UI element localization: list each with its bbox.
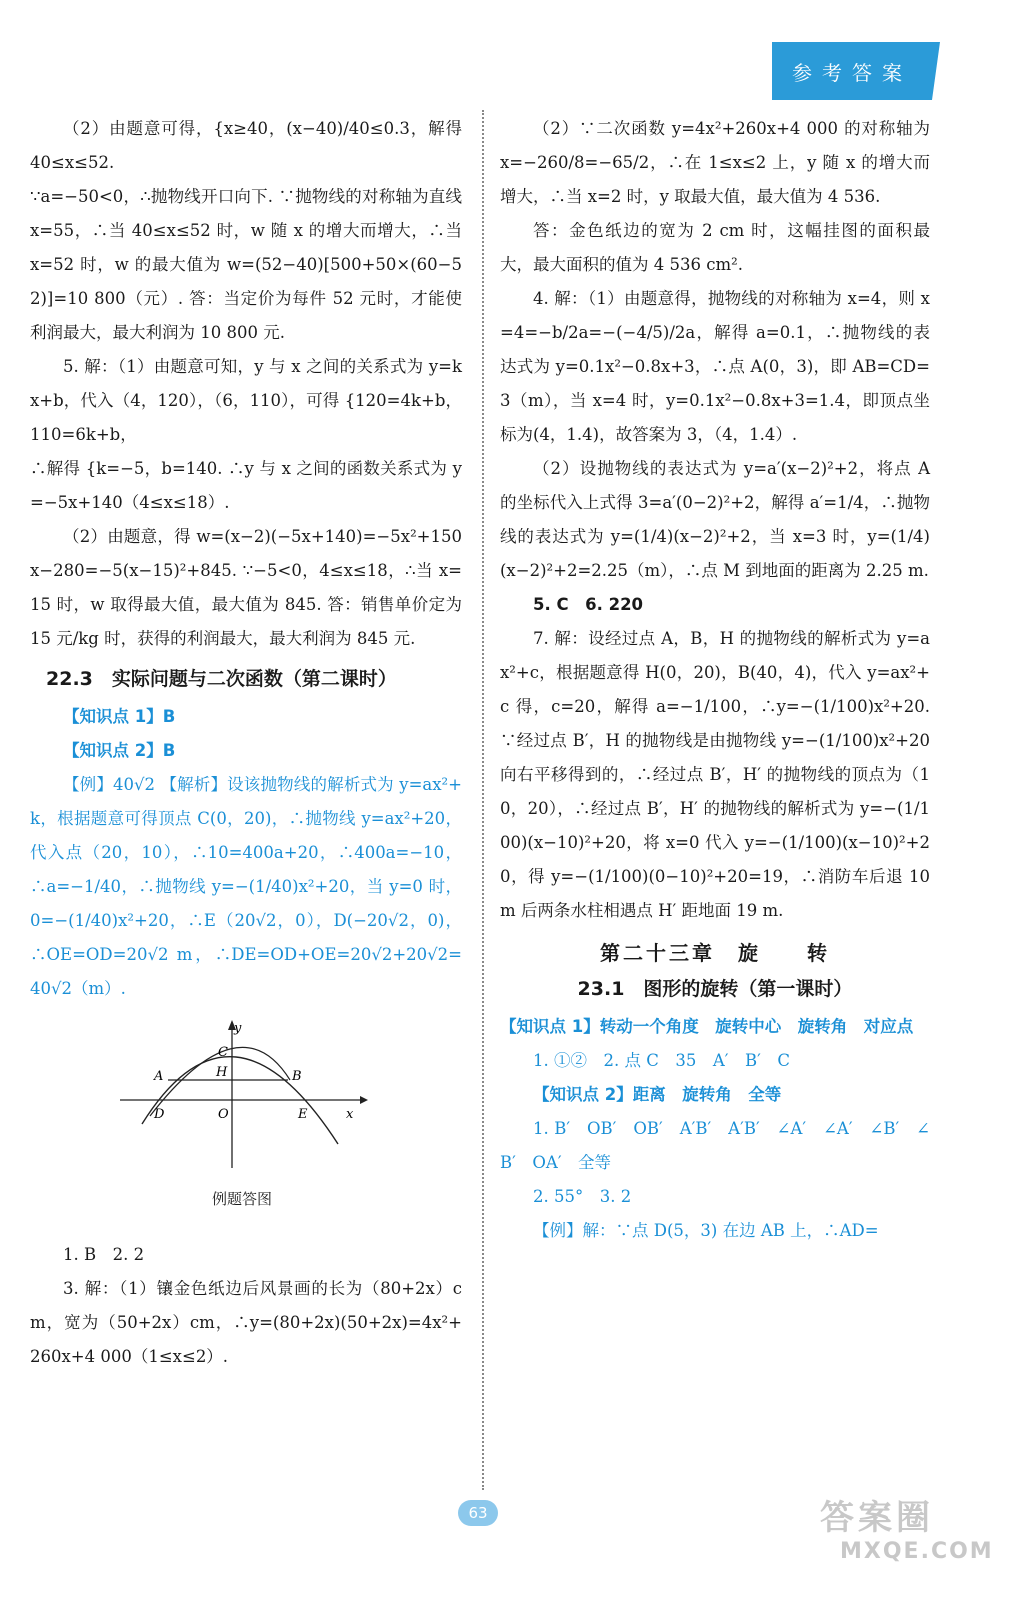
label-x: x [346, 1107, 354, 1122]
left-paragraph-2: ∵a=−50<0，∴抛物线开口向下. ∵抛物线的对称轴为直线 x=55，∴当 40≤x≤52 时，w 随 x 的增大而增大，∴当 x=52 时，w 的最大值为 w=(52−40)[500+50×(60−52)]=10 800（元）. 答：当定价为每件 52 元时，才能使利润最大，最大利润为 10 800 元. [30, 187, 462, 342]
right-paragraph-4: （2）设抛物线的表达式为 y=a′(x−2)²+2，将点 A 的坐标代入上式得 3=a′(0−2)²+2，解得 a′=1/4，∴抛物线的表达式为 y=(1/4)(x−2)²+2，当 x=3 时，y=(1/4)(x−2)²+2=2.25（m），∴点 M 到地面的距离为 2.25 m. [500, 459, 930, 580]
label-e: E [298, 1107, 308, 1122]
watermark-bottom: MXQE.COM [840, 1539, 994, 1564]
questions-1-2: 1. B 2. 2 [63, 1245, 145, 1264]
label-o: O [218, 1107, 229, 1122]
knowledge-point-1: 【知识点 1】B [63, 707, 176, 726]
section-title-22-3: 22.3 实际问题与二次函数（第二课时） [46, 668, 397, 690]
right-knowledge-point-1: 【知识点 1】转动一个角度 旋转中心 旋转角 对应点 [500, 1017, 914, 1036]
label-y: y [234, 1021, 242, 1036]
right-paragraph-7: 7. 解：设经过点 A，B，H 的抛物线的解析式为 y=ax²+c，根据题意得 H(0，20)，B(40，4)，代入 y=ax²+c 得，c=20，解得 a=−1/100，∴y=−(1/100)x²+20. ∵经过点 B′，H 的抛物线是由抛物线 y=−(1/100)x²+20 向右平移得到的，∴经过点 B′，H′ 的抛物线的顶点为（10，20），∴经过点 B′，H′ 的抛物线的解析式为 y=−(1/100)(x−10)²+20，将 x=0 代入 y=−(1/100)(x−10)²+20，得 y=−(1/100)(0−10)²+20=19，∴消防车后退 10 m 后两条水柱相遇点 H′ 距地面 19 m. [500, 629, 930, 920]
left-paragraph-3: 5. 解：（1）由题意可知，y 与 x 之间的关系式为 y=kx+b，代入（4，120），（6，110），可得 {120=4k+b，110=6k+b， [30, 357, 462, 444]
label-d: D [154, 1107, 165, 1122]
right-paragraph-3: 4. 解：（1）由题意得，抛物线的对称轴为 x=4，则 x=4=−b/2a=−(−4/5)/2a，解得 a=0.1，∴抛物线的表达式为 y=0.1x²−0.8x+3，∴点 A(0，3)，即 AB=CD=3（m），当 x=4 时，y=0.1x²−0.8x+3=1.4，即顶点坐标为(4，1.4)，故答案为 3，（4，1.4）. [500, 289, 930, 444]
question-3: 3. 解：（1）镶金色纸边后风景画的长为（80+2x）cm，宽为（50+2x）cm，∴y=(80+2x)(50+2x)=4x²+260x+4 000（1≤x≤2）. [30, 1279, 462, 1366]
right-question-list: 1. B′ OB′ OB′ A′B′ A′B′ ∠A′ ∠A′ ∠B′ ∠B′ OA′ 全等 [500, 1119, 930, 1172]
watermark-top: 答案圈 [820, 1498, 934, 1538]
label-b: B [292, 1069, 302, 1084]
section-title-23-1: 23.1 图形的旋转（第一课时） [577, 978, 853, 1000]
watermark [820, 1490, 994, 1564]
figure-caption: 例题答图 [212, 1190, 273, 1208]
knowledge-point-2: 【知识点 2】B [63, 741, 176, 760]
page-number: 63 [458, 1500, 498, 1526]
label-c: C [218, 1045, 228, 1060]
label-h: H [216, 1065, 228, 1080]
x-axis-arrow [360, 1096, 368, 1104]
label-a: A [154, 1069, 164, 1084]
left-paragraph-5: （2）由题意，得 w=(x−2)(−5x+140)=−5x²+150x−280=−5(x−15)²+845. ∵−5<0，4≤x≤18，∴当 x=15 时，w 取得最大值，最大值为 845. 答：销售单价定为 15 元/kg 时，获得的利润最大，最大利润为 845 元. [30, 527, 462, 648]
right-questions-2-3: 2. 55° 3. 2 [533, 1187, 632, 1206]
right-answers-5-6: 5. C 6. 220 [533, 595, 644, 614]
right-knowledge-point-2: 【知识点 2】距离 旋转角 全等 [533, 1085, 782, 1104]
right-paragraph-2: 答：金色纸边的宽为 2 cm 时，这幅挂图的面积最大，最大面积的值为 4 536 cm². [500, 221, 930, 274]
left-paragraph-1: （2）由题意可得，{x≥40，(x−40)/40≤0.3，解得 40≤x≤52. [30, 119, 462, 172]
left-paragraph-4: ∴解得 {k=−5，b=140. ∴y 与 x 之间的函数关系式为 y=−5x+140（4≤x≤18）. [30, 459, 462, 512]
right-column [500, 112, 930, 1248]
chapter-title: 第二十三章 旋 转 [600, 941, 830, 965]
left-column [30, 112, 462, 1374]
right-questions-1-2: 1. ①② 2. 点 C 35 A′ B′ C [533, 1051, 790, 1070]
example-solution: 【例】40√2 【解析】设该抛物线的解析式为 y=ax²+k，根据题意可得顶点 C(0，20)，∴抛物线 y=ax²+20，代入点（20，10），∴10=400a+20，∴400a=−10，∴a=−1/40，∴抛物线 y=−(1/40)x²+20，当 y=0 时，0=−(1/40)x²+20，∴E（20√2，0），D(−20√2，0)，∴OE=OD=20√2 m，∴DE=OD+OE=20√2+20√2=40√2（m）. [30, 775, 462, 998]
right-paragraph-1: （2）∵二次函数 y=4x²+260x+4 000 的对称轴为 x=−260/8=−65/2，∴在 1≤x≤2 上，y 随 x 的增大而增大，∴当 x=2 时，y 取最大值，最大值为 4 536. [500, 119, 930, 206]
column-divider [482, 110, 484, 1490]
answer-key-badge: 参考答案 [772, 42, 932, 100]
right-example: 【例】解：∵点 D(5，3) 在边 AB 上，∴AD= [533, 1221, 879, 1240]
example-figure [120, 1020, 380, 1170]
